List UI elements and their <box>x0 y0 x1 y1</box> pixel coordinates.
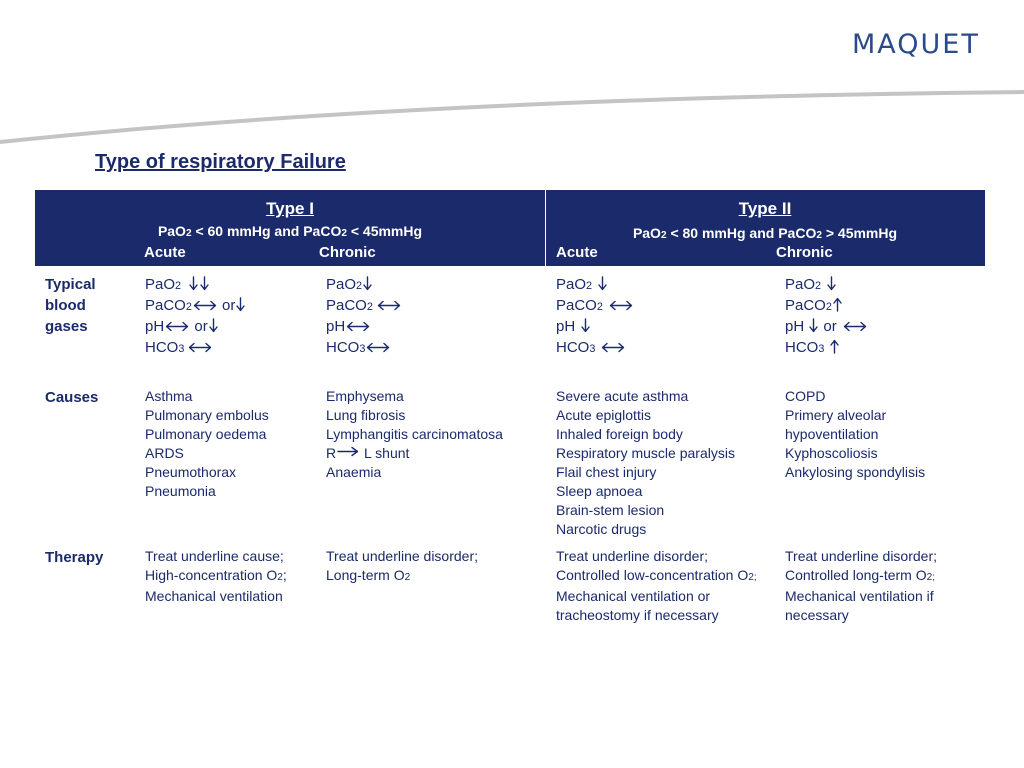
cell-line <box>556 295 634 316</box>
therapy-type1-acute <box>145 547 315 606</box>
cause-item: hypoventilation <box>785 426 879 442</box>
cell-text: R <box>326 445 337 461</box>
logo-text: MAQUET <box>852 29 980 60</box>
cause-item: Pneumothorax <box>145 464 237 480</box>
causes-type2-acute <box>556 387 735 539</box>
cell-text: or <box>819 318 837 335</box>
cell-text: L shunt <box>360 445 410 461</box>
arrow-both-icon <box>193 299 217 312</box>
cause-item: Flail chest injury <box>556 464 657 480</box>
therapy-type1-chronic <box>326 547 526 587</box>
gases-type1-acute <box>145 274 246 358</box>
cell-line <box>785 337 868 358</box>
row-label-gases <box>45 274 96 337</box>
subscript: 2 <box>341 228 347 239</box>
arrow-both-icon <box>609 299 633 312</box>
cell-text: Mechanical ventilation <box>145 588 283 604</box>
arrow-both-icon <box>165 320 189 333</box>
cause-item: Pneumonia <box>145 483 216 499</box>
cell-text: Mechanical ventilation or tracheostomy if necessary <box>556 588 719 623</box>
cell-text: Long-term O <box>326 567 405 583</box>
cell-text: or <box>190 318 208 335</box>
row-label-gases-line: Typical <box>45 276 96 293</box>
cell-text: HCO <box>145 339 179 356</box>
cause-item: Narcotic drugs <box>556 521 647 537</box>
maquet-logo <box>852 28 998 62</box>
subscript: 2 <box>816 230 822 241</box>
cell-text: PaCO <box>785 297 826 314</box>
subscript: 3 <box>178 343 185 355</box>
cell-line <box>326 406 503 425</box>
cause-item: Kyphoscoliosis <box>785 445 878 461</box>
cell-text: or <box>217 297 236 314</box>
arrow-down-icon <box>827 276 836 291</box>
cell-line <box>556 274 634 295</box>
cell-text: Controlled long-term O <box>785 567 927 583</box>
arrow-both-icon <box>188 341 212 354</box>
subscript: 3 <box>818 343 825 355</box>
causes-type1-chronic <box>326 387 503 482</box>
cell-line <box>785 587 969 625</box>
therapy-type2-chronic <box>785 547 969 625</box>
cell-text: PaCO <box>326 297 367 314</box>
subscript: 2 <box>596 301 603 313</box>
cell-line <box>145 295 246 316</box>
cell-text: Treat underline cause; <box>145 548 284 564</box>
type-1-title: Type I <box>266 199 314 218</box>
cell-text: PaO <box>556 276 587 293</box>
arrow-both-icon <box>346 320 370 333</box>
arrow-both-icon <box>601 341 625 354</box>
cell-line <box>326 463 503 482</box>
cause-item: Brain-stem lesion <box>556 502 665 518</box>
arrow-up-icon <box>830 339 839 354</box>
arrow-down-icon <box>809 318 818 333</box>
subscript: 2 <box>185 301 192 313</box>
cell-text: pH <box>326 318 346 335</box>
cell-text: PaCO <box>145 297 186 314</box>
gases-type2-chronic <box>785 274 868 358</box>
type-2-acute-label: Acute <box>556 244 598 261</box>
cell-text: Lymphangitis carcinomatosa <box>326 426 503 442</box>
cell-line <box>145 274 246 295</box>
cell-text: Emphysema <box>326 388 404 404</box>
cell-text: Treat underline disorder; <box>326 548 479 564</box>
cell-text: HCO <box>556 339 590 356</box>
causes-type1-acute <box>145 387 269 501</box>
arrow-down-icon <box>200 276 209 291</box>
cell-text: < 60 mmHg and PaCO <box>191 223 342 239</box>
gases-type2-acute <box>556 274 634 358</box>
arrow-down-icon <box>363 276 372 291</box>
arrow-down-icon <box>209 318 218 333</box>
cell-line <box>145 316 246 337</box>
cause-item: Primery alveolar <box>785 407 887 423</box>
subscript: 2 <box>586 280 593 292</box>
cause-item: COPD <box>785 388 826 404</box>
header-swoosh <box>0 0 1024 160</box>
subscript: 2 <box>175 280 182 292</box>
cell-text: HCO <box>785 339 819 356</box>
cell-line <box>326 337 402 358</box>
cell-text: Treat underline disorder; <box>556 548 709 564</box>
arrow-both-icon <box>366 341 390 354</box>
cause-item: Acute epiglottis <box>556 407 651 423</box>
cell-text: PaCO <box>556 297 597 314</box>
cell-text: > 45mmHg <box>821 225 898 241</box>
cell-line <box>145 547 315 566</box>
gases-type1-chronic <box>326 274 402 358</box>
cell-text: pH <box>145 318 165 335</box>
row-label-gases-line: gases <box>45 318 88 335</box>
cause-item: Sleep apnoea <box>556 483 643 499</box>
cell-line <box>556 316 634 337</box>
arrow-up-icon <box>833 297 842 312</box>
subscript: 2 <box>660 230 667 241</box>
cell-line <box>326 566 526 587</box>
type-1-chronic-label: Chronic <box>319 244 376 261</box>
cell-line <box>326 295 402 316</box>
cell-line <box>326 444 503 463</box>
cell-line <box>326 387 503 406</box>
arrow-right-icon <box>337 445 359 458</box>
cell-line <box>785 274 868 295</box>
cause-item: Respiratory muscle paralysis <box>556 445 735 461</box>
cell-line <box>326 425 503 444</box>
cell-text: Lung fibrosis <box>326 407 406 423</box>
cause-item: Inhaled foreign body <box>556 426 683 442</box>
cell-line <box>326 274 402 295</box>
cause-item: Asthma <box>145 388 193 404</box>
cell-line <box>785 316 868 337</box>
cell-line <box>556 587 764 625</box>
cell-line <box>785 295 868 316</box>
arrow-both-icon <box>843 320 867 333</box>
type-2-title: Type II <box>738 199 792 218</box>
subscript: 2; <box>748 572 757 583</box>
subscript: 2 <box>185 228 192 239</box>
subscript: 3 <box>359 343 366 355</box>
subscript: 2; <box>926 572 936 583</box>
cell-line <box>556 547 764 566</box>
cell-text: < 45mmHg <box>346 223 423 239</box>
slide-title: Type of respiratory Failure <box>95 151 346 173</box>
cell-text: PaO <box>157 223 186 239</box>
cell-text: High-concentration O <box>145 567 278 583</box>
arrow-down-icon <box>581 318 590 333</box>
cell-text: < 80 mmHg and PaCO <box>666 225 817 241</box>
cause-item: Severe acute asthma <box>556 388 689 404</box>
cell-line <box>556 566 764 587</box>
cell-text: pH <box>556 318 576 335</box>
arrow-down-icon <box>189 276 198 291</box>
cell-text: Mechanical ventilation if necessary <box>785 588 934 623</box>
cause-item: Pulmonary embolus <box>145 407 269 423</box>
cell-text: HCO <box>326 339 360 356</box>
cell-line <box>326 316 402 337</box>
cause-item: Ankylosing spondylisis <box>785 464 926 480</box>
cell-text: pH <box>785 318 805 335</box>
therapy-type2-acute <box>556 547 764 625</box>
type-1-criteria <box>35 222 545 243</box>
subscript: 2 <box>356 280 363 292</box>
cell-line <box>145 337 246 358</box>
cell-line <box>326 547 526 566</box>
subscript: 2 <box>404 572 411 583</box>
cell-text: PaO <box>632 225 661 241</box>
row-label-causes: Causes <box>45 389 99 406</box>
arrow-down-icon <box>598 276 607 291</box>
cell-text: Treat underline disorder; <box>785 548 938 564</box>
cell-text: PaO <box>785 276 816 293</box>
cell-text: Controlled low-concentration O <box>556 567 749 583</box>
row-label-therapy: Therapy <box>45 549 104 566</box>
causes-type2-chronic <box>785 387 925 482</box>
type-2-criteria <box>546 224 984 245</box>
subscript: 2 <box>366 301 373 313</box>
type-2-chronic-label: Chronic <box>776 244 833 261</box>
subscript: 2 <box>815 280 822 292</box>
cause-item: Pulmonary oedema <box>145 426 267 442</box>
cell-line <box>785 566 969 587</box>
cause-item: ARDS <box>145 445 184 461</box>
cell-line <box>145 566 315 587</box>
subscript: 3 <box>589 343 596 355</box>
cell-text: PaO <box>326 276 357 293</box>
cell-line <box>785 547 969 566</box>
cell-line <box>145 587 315 606</box>
type-1-acute-label: Acute <box>144 244 186 261</box>
arrow-down-icon <box>236 297 245 312</box>
row-label-gases-line: blood <box>45 297 86 314</box>
subscript: 2 <box>825 301 832 313</box>
cell-text: ; <box>282 567 287 583</box>
cell-line <box>556 337 634 358</box>
cell-text: Anaemia <box>326 464 382 480</box>
cell-text: PaO <box>145 276 176 293</box>
subscript: 2 <box>277 572 283 583</box>
arrow-both-icon <box>377 299 401 312</box>
